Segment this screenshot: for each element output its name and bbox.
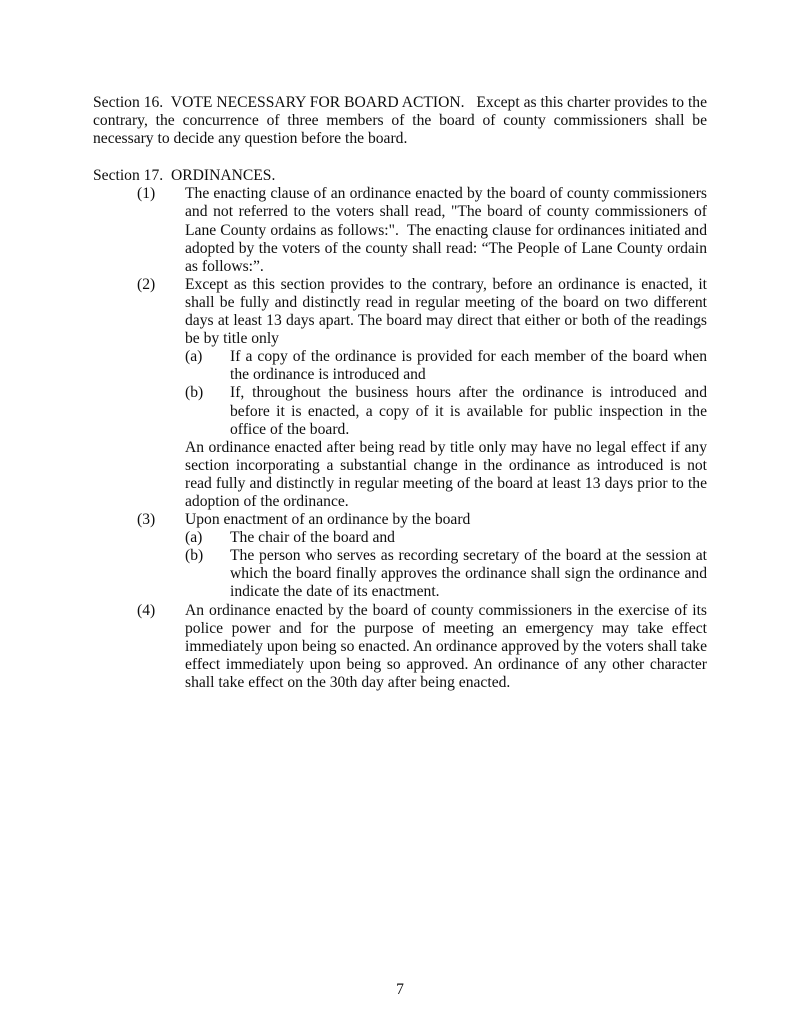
item-marker: (4): [137, 601, 156, 619]
subitem-3a: [185, 529, 707, 547]
subitem-marker: (a): [185, 529, 203, 547]
section-17-heading: Section 17. ORDINANCES.: [93, 167, 276, 185]
subitem-2a: [185, 348, 707, 384]
subitem-marker: (b): [185, 384, 204, 402]
section-16-paragraph: Section 16. VOTE NECESSARY FOR BOARD ACTION. Except as this charter provides to the contrary, the concurrence of three members of the board of county commissioners shall be necessary to decide any question before the board.: [93, 94, 707, 148]
item-text: Upon enactment of an ordinance by the board: [185, 511, 471, 529]
item-text: An ordinance enacted by the board of county commissioners in the exercise of its police power and for the purpose of meeting an emergency may take effect immediately upon being so enacted. An ordinance approved by the voters shall take effect immediately upon being so approved. An ordinance of any other character shall take effect on the 30th day after being enacted.: [185, 601, 707, 691]
item-2-continuation: An ordinance enacted after being read by title only may have no legal effect if any section incorporating a substantial change in the ordinance as introduced is not read fully and distinctly in regular meeting of the board at least 13 days prior to the adoption of the ordinance.: [185, 438, 707, 510]
subitem-text: The chair of the board and: [230, 529, 395, 547]
subitem-text: If, throughout the business hours after the ordinance is introduced and before it is enacted, a copy of it is available for public inspection in the office of the board.: [230, 384, 707, 438]
item-body: [185, 276, 707, 511]
item-marker: (3): [137, 511, 156, 529]
item-text: The enacting clause of an ordinance enacted by the board of county commissioners and not referred to the voters shall read, "The board of county commissioners of Lane County ordains as follows:". The enacting clause for ordinances initiated and adopted by the voters of the county shall read: “The People of Lane County ordain as follows:”.: [185, 185, 707, 275]
item-marker: (1): [137, 185, 156, 203]
ordinance-item-3: [93, 511, 707, 601]
subitem-text: If a copy of the ordinance is provided for each member of the board when the ordinance is introduced and: [230, 348, 707, 384]
page-content: [93, 94, 707, 692]
subitem-marker: (a): [185, 348, 203, 366]
subitem-3b: [185, 547, 707, 601]
ordinance-item-1: [93, 185, 707, 275]
page-number: 7: [396, 981, 404, 998]
subitem-marker: (b): [185, 547, 204, 565]
item-text: Except as this section provides to the contrary, before an ordinance is enacted, it shall be fully and distinctly read in regular meeting of the board on two different days at least 13 days apart. The board may direct that either or both of the readings be by title only: [185, 275, 707, 348]
item-marker: (2): [137, 275, 156, 293]
item-body: [185, 511, 707, 601]
subitem-text: The person who serves as recording secretary of the board at the session at which the board finally approves the ordinance shall sign the ordinance and indicate the date of its enactment.: [230, 547, 707, 601]
subitem-2b: [185, 384, 707, 438]
ordinance-item-2: [93, 276, 707, 511]
ordinance-item-4: [93, 602, 707, 692]
